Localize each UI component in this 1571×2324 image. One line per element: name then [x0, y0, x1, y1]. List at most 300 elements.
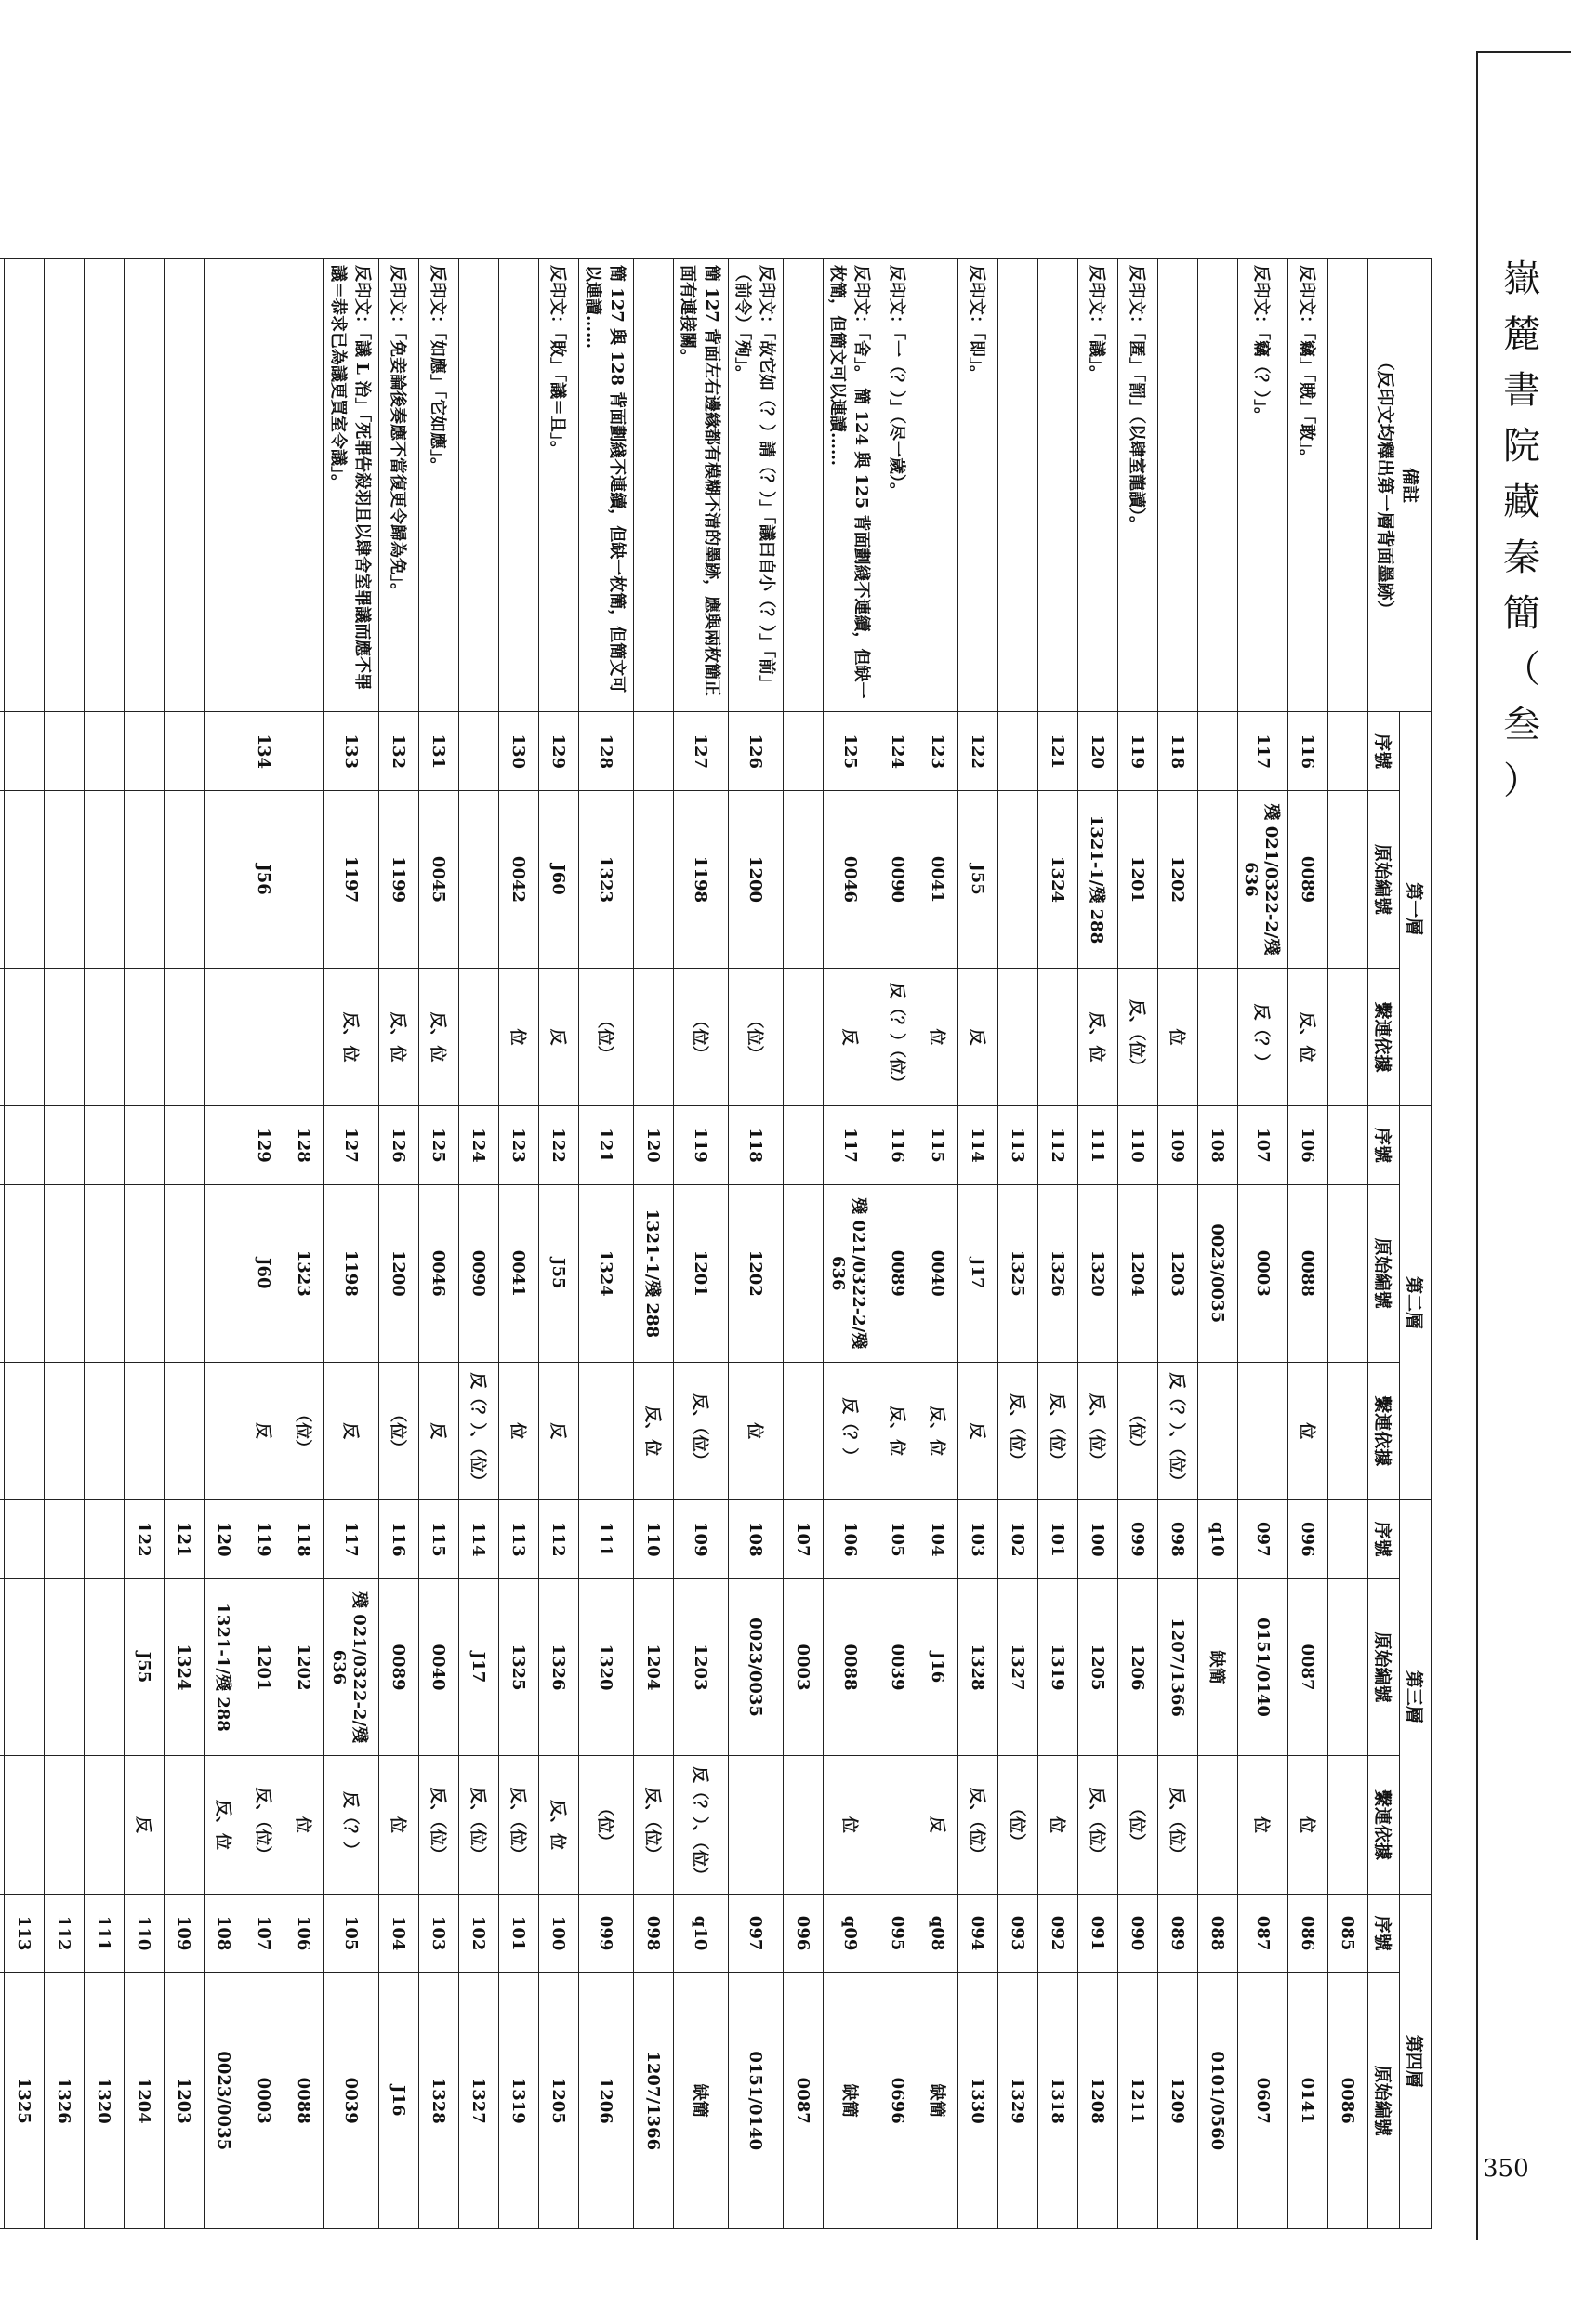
l3-orig-no-cell: 1327: [998, 1578, 1038, 1756]
l3-seq-cell: 111: [579, 1499, 634, 1578]
l3-basis-cell: 反、位: [539, 1756, 579, 1894]
remark-cell: [244, 259, 284, 712]
l1-basis-cell: [125, 968, 165, 1105]
l4-seq-cell: 108: [205, 1894, 244, 1973]
l3-orig-no-cell: 0039: [878, 1578, 918, 1756]
l4-orig-no-cell: 0607: [1238, 1973, 1288, 2229]
l1-orig-no-cell: [85, 791, 125, 969]
col-basis: 繫連依據: [1368, 968, 1400, 1105]
running-title-char: 麓: [1503, 313, 1542, 356]
running-title-char: （: [1503, 648, 1542, 691]
table-row: [165, 259, 205, 2229]
l4-seq-cell: 092: [1038, 1894, 1078, 1973]
l3-orig-no-cell: 1206: [1118, 1578, 1158, 1756]
l2-seq-cell: 123: [499, 1106, 539, 1185]
l3-orig-no-cell: J55: [125, 1578, 165, 1756]
table-row: [878, 259, 918, 2229]
l1-seq-cell: 118: [1158, 712, 1198, 791]
l4-seq-cell: 104: [379, 1894, 419, 1973]
l1-seq-cell: 133: [324, 712, 379, 791]
l4-orig-no-cell: 0039: [324, 1973, 379, 2229]
remark-cell: [85, 259, 125, 712]
l4-orig-no-cell: 1327: [459, 1973, 499, 2229]
layer-2-header: 第二層: [1400, 1106, 1432, 1500]
l1-basis-cell: 反: [824, 968, 878, 1105]
l4-seq-cell: 109: [165, 1894, 205, 1973]
l2-seq-cell: [784, 1106, 824, 1185]
col-orig-no: 原始編號: [1368, 1184, 1400, 1362]
l1-seq-cell: 126: [729, 712, 784, 791]
l4-orig-no-cell: 0101/0560: [1198, 1973, 1238, 2229]
l2-seq-cell: [5, 1106, 45, 1185]
l2-orig-no-cell: 1198: [324, 1184, 379, 1362]
table-row: [419, 259, 459, 2229]
l4-seq-cell: 091: [1078, 1894, 1118, 1973]
l2-basis-cell: 反: [324, 1362, 379, 1499]
l2-basis-cell: [45, 1362, 85, 1499]
running-title-char: 書: [1503, 369, 1542, 412]
table-row: [379, 259, 419, 2229]
l1-seq-cell: 121: [1038, 712, 1078, 791]
l2-seq-cell: 116: [878, 1106, 918, 1185]
l2-orig-no-cell: [45, 1184, 85, 1362]
l4-orig-no-cell: 缺簡: [674, 1973, 729, 2229]
col-basis: 繫連依據: [1368, 1756, 1400, 1894]
l2-basis-cell: 反: [419, 1362, 459, 1499]
l3-orig-no-cell: 1201: [244, 1578, 284, 1756]
l1-seq-cell: [5, 712, 45, 791]
l1-seq-cell: 127: [674, 712, 729, 791]
l1-orig-no-cell: [1198, 791, 1238, 969]
l1-seq-cell: [165, 712, 205, 791]
l2-orig-no-cell: J60: [244, 1184, 284, 1362]
l3-basis-cell: [729, 1756, 784, 1894]
l3-orig-no-cell: 1325: [499, 1578, 539, 1756]
l3-basis-cell: （位）: [998, 1756, 1038, 1894]
l3-seq-cell: 118: [284, 1499, 324, 1578]
l1-orig-no-cell: 0041: [918, 791, 958, 969]
l4-orig-no-cell: 1206: [579, 1973, 634, 2229]
l1-seq-cell: [1198, 712, 1238, 791]
l1-orig-no-cell: J56: [244, 791, 284, 969]
running-title-char: 秦: [1503, 536, 1542, 579]
l2-basis-cell: [579, 1362, 634, 1499]
l1-orig-no-cell: J60: [539, 791, 579, 969]
l4-orig-no-cell: 0141: [1288, 1973, 1328, 2229]
table-row: [1118, 259, 1158, 2229]
remark-cell: [5, 259, 45, 712]
l3-orig-no-cell: J17: [459, 1578, 499, 1756]
l1-seq-cell: [125, 712, 165, 791]
remark-cell: [918, 259, 958, 712]
l1-seq-cell: 119: [1118, 712, 1158, 791]
l3-seq-cell: 116: [379, 1499, 419, 1578]
l4-orig-no-cell: 1205: [539, 1973, 579, 2229]
running-title-char: 簡: [1503, 592, 1542, 635]
l1-basis-cell: 反、位: [324, 968, 379, 1105]
l2-basis-cell: [1328, 1362, 1368, 1499]
l3-basis-cell: [1198, 1756, 1238, 1894]
remark-cell: 反印文：「敗」「議＝且」。: [539, 259, 579, 712]
l2-seq-cell: 115: [918, 1106, 958, 1185]
l1-basis-cell: （位）: [729, 968, 784, 1105]
l1-seq-cell: 117: [1238, 712, 1288, 791]
l3-basis-cell: （位）: [1118, 1756, 1158, 1894]
l2-seq-cell: [125, 1106, 165, 1185]
l2-orig-no-cell: 1321-1/殘 288: [634, 1184, 674, 1362]
col-seq: 序號: [1368, 712, 1400, 791]
remark-cell: [284, 259, 324, 712]
l4-seq-cell: 090: [1118, 1894, 1158, 1973]
l3-orig-no-cell: 1202: [284, 1578, 324, 1756]
table-row: [324, 259, 379, 2229]
l1-seq-cell: [634, 712, 674, 791]
l1-basis-cell: [1038, 968, 1078, 1105]
l1-basis-cell: [284, 968, 324, 1105]
l3-orig-no-cell: 0087: [1288, 1578, 1328, 1756]
l1-basis-cell: 反（？）（位）: [878, 968, 918, 1105]
l4-orig-no-cell: 0087: [784, 1973, 824, 2229]
l3-seq-cell: 104: [918, 1499, 958, 1578]
l3-orig-no-cell: [5, 1578, 45, 1756]
l3-basis-cell: 反、位: [205, 1756, 244, 1894]
col-seq: 序號: [1368, 1894, 1400, 1973]
l2-orig-no-cell: [205, 1184, 244, 1362]
l4-orig-no-cell: J16: [379, 1973, 419, 2229]
running-title-char: 嶽: [1503, 257, 1542, 300]
l1-orig-no-cell: [784, 791, 824, 969]
l3-basis-cell: [165, 1756, 205, 1894]
l4-orig-no-cell: 1204: [125, 1973, 165, 2229]
l4-orig-no-cell: 1209: [1158, 1973, 1198, 2229]
l3-orig-no-cell: 0023/0035: [729, 1578, 784, 1756]
l2-seq-cell: 127: [324, 1106, 379, 1185]
l1-orig-no-cell: 0042: [499, 791, 539, 969]
l3-seq-cell: [0, 1499, 5, 1578]
l1-basis-cell: [85, 968, 125, 1105]
l2-basis-cell: （位）: [284, 1362, 324, 1499]
slip-order-table: [0, 258, 1432, 2229]
l2-orig-no-cell: J17: [958, 1184, 998, 1362]
col-orig-no: 原始編號: [1368, 1973, 1400, 2229]
l1-basis-cell: [634, 968, 674, 1105]
l3-seq-cell: 103: [958, 1499, 998, 1578]
l1-basis-cell: [459, 968, 499, 1105]
l4-seq-cell: 113: [5, 1894, 45, 1973]
l1-seq-cell: 132: [379, 712, 419, 791]
l2-seq-cell: 110: [1118, 1106, 1158, 1185]
l4-orig-no-cell: 1203: [165, 1973, 205, 2229]
l4-seq-cell: 100: [539, 1894, 579, 1973]
l1-basis-cell: [784, 968, 824, 1105]
remark-cell: [1038, 259, 1078, 712]
l1-basis-cell: [165, 968, 205, 1105]
l2-orig-no-cell: [85, 1184, 125, 1362]
remark-cell: 反印文：「如應」「它如應」。: [419, 259, 459, 712]
l2-basis-cell: 位: [499, 1362, 539, 1499]
l1-seq-cell: 116: [1288, 712, 1328, 791]
remark-cell: [459, 259, 499, 712]
remark-cell: 反印文：「免妾論後奏應不當復更令歸為免」。: [379, 259, 419, 712]
l4-orig-no-cell: 0088: [284, 1973, 324, 2229]
l1-basis-cell: 反、位: [1078, 968, 1118, 1105]
remark-cell: 反印文：「舍」。 簡 124 與 125 背面劃綫不連續，但缺一枚簡，但簡文可以連讀……: [824, 259, 878, 712]
remark-cell: 反印文：「即」。: [958, 259, 998, 712]
l4-orig-no-cell: 1325: [5, 1973, 45, 2229]
l1-basis-cell: 位: [1158, 968, 1198, 1105]
table-row: [0, 259, 5, 2229]
l3-basis-cell: 反: [918, 1756, 958, 1894]
l1-orig-no-cell: [125, 791, 165, 969]
l1-seq-cell: 123: [918, 712, 958, 791]
l3-orig-no-cell: 1207/1366: [1158, 1578, 1198, 1756]
l3-orig-no-cell: [1328, 1578, 1368, 1756]
l4-seq-cell: 094: [958, 1894, 998, 1973]
l4-orig-no-cell: 1329: [998, 1973, 1038, 2229]
l3-basis-cell: [1328, 1756, 1368, 1894]
l3-basis-cell: （位）: [579, 1756, 634, 1894]
l2-seq-cell: 108: [1198, 1106, 1238, 1185]
l2-seq-cell: 118: [729, 1106, 784, 1185]
l4-orig-no-cell: 1326: [45, 1973, 85, 2229]
l1-orig-no-cell: 1197: [324, 791, 379, 969]
l2-seq-cell: 121: [579, 1106, 634, 1185]
l1-orig-no-cell: [998, 791, 1038, 969]
remark-cell: [45, 259, 85, 712]
l2-seq-cell: 106: [1288, 1106, 1328, 1185]
l2-basis-cell: 反、（位）: [998, 1362, 1038, 1499]
l3-seq-cell: 109: [674, 1499, 729, 1578]
l1-orig-no-cell: J55: [958, 791, 998, 969]
l4-orig-no-cell: [0, 1973, 5, 2229]
l2-basis-cell: 反: [958, 1362, 998, 1499]
l4-seq-cell: 085: [1328, 1894, 1368, 1973]
remark-cell: [125, 259, 165, 712]
l2-basis-cell: 位: [1288, 1362, 1328, 1499]
l1-basis-cell: 位: [918, 968, 958, 1105]
l1-orig-no-cell: [459, 791, 499, 969]
l2-orig-no-cell: 1325: [998, 1184, 1038, 1362]
table-row: [784, 259, 824, 2229]
l3-seq-cell: 114: [459, 1499, 499, 1578]
l3-orig-no-cell: J16: [918, 1578, 958, 1756]
l2-basis-cell: （位）: [379, 1362, 419, 1499]
l1-seq-cell: [45, 712, 85, 791]
l2-basis-cell: 反: [539, 1362, 579, 1499]
table-row: [499, 259, 539, 2229]
l1-basis-cell: [205, 968, 244, 1105]
l3-orig-no-cell: 1324: [165, 1578, 205, 1756]
l2-basis-cell: 反（？）、（位）: [459, 1362, 499, 1499]
l1-orig-no-cell: [45, 791, 85, 969]
l3-seq-cell: 096: [1288, 1499, 1328, 1578]
l1-seq-cell: [459, 712, 499, 791]
remark-cell: 反印文：「匿」「罰」（以肆室龍讀）。: [1118, 259, 1158, 712]
l4-seq-cell: 105: [324, 1894, 379, 1973]
table-row: [1038, 259, 1078, 2229]
l1-orig-no-cell: [205, 791, 244, 969]
l4-seq-cell: 086: [1288, 1894, 1328, 1973]
l2-seq-cell: 109: [1158, 1106, 1198, 1185]
l3-seq-cell: [45, 1499, 85, 1578]
l3-orig-no-cell: 1319: [1038, 1578, 1078, 1756]
table-row: [85, 259, 125, 2229]
l2-orig-no-cell: 0040: [918, 1184, 958, 1362]
remark-cell: 反印文：「議 L 治」「死罪告殺羽且以肆舍室罪議而應不罪議＝恭求已為議更買室令議」。: [324, 259, 379, 712]
remarks-header-note: （反印文均釋出第一層背面墨跡）: [1375, 352, 1396, 618]
l2-basis-cell: [1198, 1362, 1238, 1499]
l4-seq-cell: q08: [918, 1894, 958, 1973]
table-row: [539, 259, 579, 2229]
table-row: [998, 259, 1038, 2229]
l2-basis-cell: 位: [729, 1362, 784, 1499]
remark-cell: 反印文：「故它如（？）請（？）」「議曰自小（？）」「前」（前令）「殉」。: [729, 259, 784, 712]
l4-seq-cell: 098: [634, 1894, 674, 1973]
table-row: [205, 259, 244, 2229]
remark-cell: 反印文：「一（？）」（尽一歲）。: [878, 259, 918, 712]
l1-orig-no-cell: 0046: [824, 791, 878, 969]
l2-seq-cell: 125: [419, 1106, 459, 1185]
l1-basis-cell: [998, 968, 1038, 1105]
col-orig-no: 原始編號: [1368, 791, 1400, 969]
l4-orig-no-cell: 1211: [1118, 1973, 1158, 2229]
remark-cell: [1328, 259, 1368, 712]
l4-seq-cell: 099: [579, 1894, 634, 1973]
l3-basis-cell: 反: [125, 1756, 165, 1894]
table-row: [1158, 259, 1198, 2229]
l1-basis-cell: 反、位: [1288, 968, 1328, 1105]
l4-seq-cell: 093: [998, 1894, 1038, 1973]
l2-basis-cell: 反、位: [918, 1362, 958, 1499]
remarks-header: [1368, 259, 1432, 712]
l3-seq-cell: 108: [729, 1499, 784, 1578]
l2-seq-cell: 122: [539, 1106, 579, 1185]
l1-orig-no-cell: 殘 021/0322-2/殘 636: [1238, 791, 1288, 969]
l2-orig-no-cell: [165, 1184, 205, 1362]
l3-seq-cell: 107: [784, 1499, 824, 1578]
l1-orig-no-cell: [284, 791, 324, 969]
l4-orig-no-cell: 1319: [499, 1973, 539, 2229]
l2-orig-no-cell: [5, 1184, 45, 1362]
l3-basis-cell: 位: [284, 1756, 324, 1894]
l2-basis-cell: [784, 1362, 824, 1499]
l3-basis-cell: 位: [1288, 1756, 1328, 1894]
l4-seq-cell: 103: [419, 1894, 459, 1973]
l3-orig-no-cell: 0088: [824, 1578, 878, 1756]
running-title-char: 院: [1503, 425, 1542, 468]
remark-cell: 反印文：「竊」「賊」「敢」。: [1288, 259, 1328, 712]
layer-4-header: 第四層: [1400, 1894, 1432, 2228]
l1-orig-no-cell: 1202: [1158, 791, 1198, 969]
l2-orig-no-cell: 0089: [878, 1184, 918, 1362]
l3-basis-cell: 位: [1038, 1756, 1078, 1894]
l3-seq-cell: 099: [1118, 1499, 1158, 1578]
l3-seq-cell: 117: [324, 1499, 379, 1578]
remark-cell: [0, 259, 5, 712]
table-row: [1328, 259, 1368, 2229]
running-title-char: 叁: [1503, 704, 1542, 746]
l1-basis-cell: （位）: [674, 968, 729, 1105]
l3-basis-cell: 反、（位）: [499, 1756, 539, 1894]
l4-seq-cell: 111: [85, 1894, 125, 1973]
l3-seq-cell: 120: [205, 1499, 244, 1578]
remark-cell: 簡 127 與 128 背面劃綫不連續，但缺一枚簡，但簡文可以連讀……: [579, 259, 634, 712]
table-row: [958, 259, 998, 2229]
l1-basis-cell: 反、位: [379, 968, 419, 1105]
l2-orig-no-cell: 1200: [379, 1184, 419, 1362]
l1-orig-no-cell: 1199: [379, 791, 419, 969]
l1-seq-cell: 122: [958, 712, 998, 791]
l1-orig-no-cell: 0090: [878, 791, 918, 969]
l2-basis-cell: 反（？）: [824, 1362, 878, 1499]
l3-orig-no-cell: [0, 1578, 5, 1756]
l1-orig-no-cell: [634, 791, 674, 969]
l1-seq-cell: [1328, 712, 1368, 791]
l3-orig-no-cell: 0040: [419, 1578, 459, 1756]
table-row: [459, 259, 499, 2229]
l3-basis-cell: 位: [1238, 1756, 1288, 1894]
l2-basis-cell: [125, 1362, 165, 1499]
l1-basis-cell: [1328, 968, 1368, 1105]
l2-orig-no-cell: [0, 1184, 5, 1362]
l3-orig-no-cell: 1321-1/殘 288: [205, 1578, 244, 1756]
l4-seq-cell: 101: [499, 1894, 539, 1973]
l2-basis-cell: 反（？）、（位）: [1158, 1362, 1198, 1499]
l3-basis-cell: 反、（位）: [634, 1756, 674, 1894]
table-stage: [14, 258, 1432, 2229]
l1-basis-cell: 反: [539, 968, 579, 1105]
col-basis: 繫連依據: [1368, 1362, 1400, 1499]
table-body: [0, 259, 1368, 2229]
remark-cell: [634, 259, 674, 712]
remark-cell: 反印文：「議」。: [1078, 259, 1118, 712]
l4-orig-no-cell: 0151/0140: [729, 1973, 784, 2229]
l1-basis-cell: [244, 968, 284, 1105]
table-row: [284, 259, 324, 2229]
l3-basis-cell: 反、（位）: [244, 1756, 284, 1894]
l3-orig-no-cell: 1203: [674, 1578, 729, 1756]
table-row: [918, 259, 958, 2229]
l3-seq-cell: q10: [1198, 1499, 1238, 1578]
l3-orig-no-cell: 1204: [634, 1578, 674, 1756]
l3-seq-cell: 113: [499, 1499, 539, 1578]
l4-seq-cell: [0, 1894, 5, 1973]
l3-basis-cell: 位: [379, 1756, 419, 1894]
remark-cell: 簡 127 背面左右邊緣都有模糊不清的墨跡，應與兩枚簡正面有連接關。: [674, 259, 729, 712]
l4-orig-no-cell: 1330: [958, 1973, 998, 2229]
table-row: [1238, 259, 1288, 2229]
col-orig-no: 原始編號: [1368, 1578, 1400, 1756]
l2-seq-cell: 126: [379, 1106, 419, 1185]
l3-orig-no-cell: [45, 1578, 85, 1756]
l2-basis-cell: 反、位: [878, 1362, 918, 1499]
l3-basis-cell: 反（？）: [324, 1756, 379, 1894]
l2-basis-cell: [5, 1362, 45, 1499]
l3-seq-cell: 097: [1238, 1499, 1288, 1578]
l1-seq-cell: [0, 712, 5, 791]
l3-seq-cell: 119: [244, 1499, 284, 1578]
l3-basis-cell: 反（？）、（位）: [674, 1756, 729, 1894]
l4-seq-cell: 107: [244, 1894, 284, 1973]
l2-basis-cell: （位）: [1118, 1362, 1158, 1499]
table-row: [1198, 259, 1238, 2229]
l3-seq-cell: 105: [878, 1499, 918, 1578]
table-row: [579, 259, 634, 2229]
l2-seq-cell: 117: [824, 1106, 878, 1185]
l3-orig-no-cell: 缺簡: [1198, 1578, 1238, 1756]
remarks-header-title: 備註: [1400, 468, 1421, 504]
table-row: [1078, 259, 1118, 2229]
